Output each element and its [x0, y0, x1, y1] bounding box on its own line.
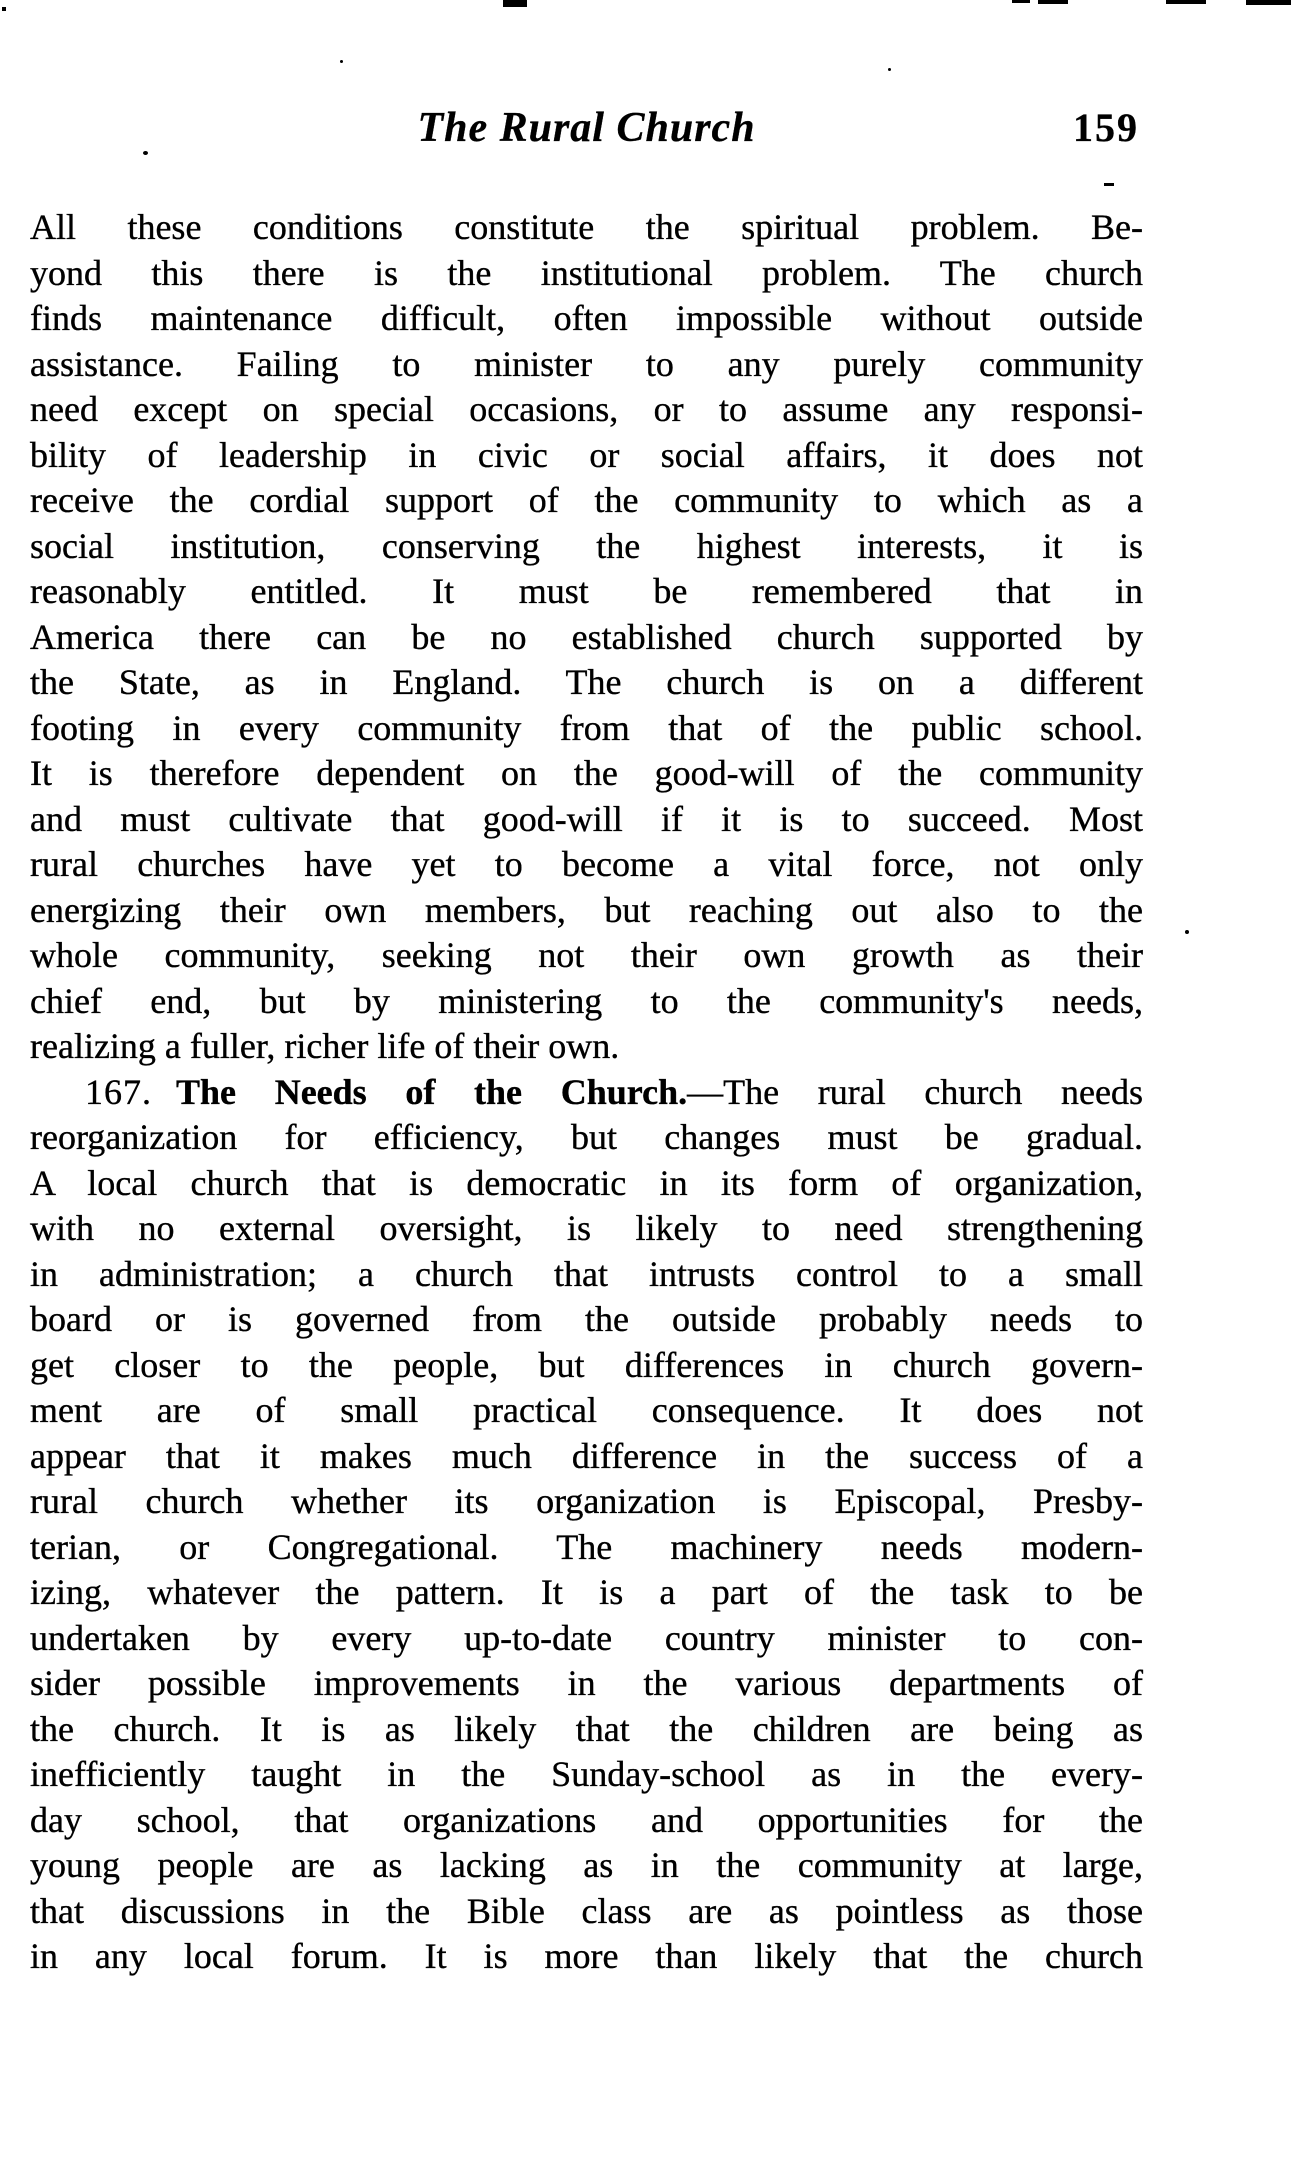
scan-artifact	[340, 60, 343, 63]
text-line: in administration; a church that intrusts control to a small	[30, 1253, 1143, 1294]
text-line: day school, that organizations and opportunities for the	[30, 1799, 1143, 1840]
scan-artifact	[1104, 183, 1114, 186]
text-line: get closer to the people, but differences in church govern-	[30, 1344, 1143, 1385]
text-line: need except on special occasions, or to assume any responsi-	[30, 389, 1143, 429]
scan-artifact	[1246, 0, 1291, 5]
scan-artifact	[1185, 930, 1189, 934]
text-line: footing in every community from that of the public school.	[30, 707, 1143, 748]
text-line: that discussions in the Bible class are as pointless as those	[30, 1890, 1143, 1931]
text-line: in any local forum. It is more than likely that the church	[30, 1936, 1143, 1976]
scan-artifact	[1012, 0, 1030, 3]
page-title: The Rural Church	[417, 105, 756, 151]
text-line: It is therefore dependent on the good-will of the community	[30, 753, 1143, 793]
running-head	[30, 104, 1143, 164]
text-line: appear that it makes much difference in the success of a	[30, 1435, 1143, 1476]
text-line: the church. It is as likely that the children are being as	[30, 1708, 1143, 1749]
text-line: whole community, seeking not their own growth as their	[30, 935, 1143, 975]
text-line: America there can be no established church supported by	[30, 616, 1143, 657]
text-line: reorganization for efficiency, but changes must be gradual.	[30, 1117, 1143, 1157]
text-line: terian, or Congregational. The machinery needs modern-	[30, 1526, 1143, 1567]
text-line: receive the cordial support of the community to which as a	[30, 480, 1143, 520]
text-line: finds maintenance difficult, often impossible without outside	[30, 298, 1143, 338]
scan-artifact	[1038, 0, 1068, 4]
paragraph-1	[30, 205, 1143, 1070]
text-line: with no external oversight, is likely to need strengthening	[30, 1208, 1143, 1248]
text-line: undertaken by every up-to-date country minister to con-	[30, 1617, 1143, 1658]
text-line: rural church whether its organization is Episcopal, Presby-	[30, 1481, 1143, 1521]
scan-artifact	[1166, 0, 1206, 4]
text-line: realizing a fuller, richer life of their own.	[30, 1026, 620, 1066]
text-line: energizing their own members, but reaching out also to the	[30, 889, 1143, 930]
paragraph-2	[30, 1070, 1143, 1980]
text-line	[30, 1070, 1143, 1116]
section-heading: The Needs of the Church.	[176, 1071, 688, 1112]
text-line: young people are as lacking as in the community at large,	[30, 1845, 1143, 1885]
section-number: 167.	[85, 1071, 152, 1112]
text-line: social institution, conserving the highest interests, it is	[30, 525, 1143, 566]
page-number: 159	[1073, 105, 1139, 150]
text-line: the State, as in England. The church is on a different	[30, 662, 1143, 702]
text-line: All these conditions constitute the spiritual problem. Be-	[30, 207, 1143, 247]
text-line: rural churches have yet to become a vital force, not only	[30, 844, 1143, 884]
text-line: ment are of small practical consequence. It does not	[30, 1390, 1143, 1430]
text-line: yond this there is the institutional problem. The church	[30, 252, 1143, 293]
text-line: inefficiently taught in the Sunday-school as in the every-	[30, 1754, 1143, 1794]
scan-artifact	[2, 7, 6, 11]
text-column	[30, 205, 1143, 1980]
text-line: A local church that is democratic in its form of organization,	[30, 1162, 1143, 1203]
scan-artifact	[503, 0, 527, 7]
text-line: assistance. Failing to minister to any purely community	[30, 343, 1143, 384]
text-line: bility of leadership in civic or social affairs, it does not	[30, 434, 1143, 475]
text-line: and must cultivate that good-will if it is to succeed. Most	[30, 798, 1143, 839]
text-line: chief end, but by ministering to the community's needs,	[30, 980, 1143, 1021]
text-line: izing, whatever the pattern. It is a part of the task to be	[30, 1572, 1143, 1612]
text-line: reasonably entitled. It must be remembered that in	[30, 571, 1143, 611]
section-lead-text: —The rural church needs	[687, 1071, 1143, 1112]
text-line: sider possible improvements in the various departments of	[30, 1663, 1143, 1703]
text-line: board or is governed from the outside probably needs to	[30, 1299, 1143, 1339]
scan-artifact	[888, 68, 891, 71]
